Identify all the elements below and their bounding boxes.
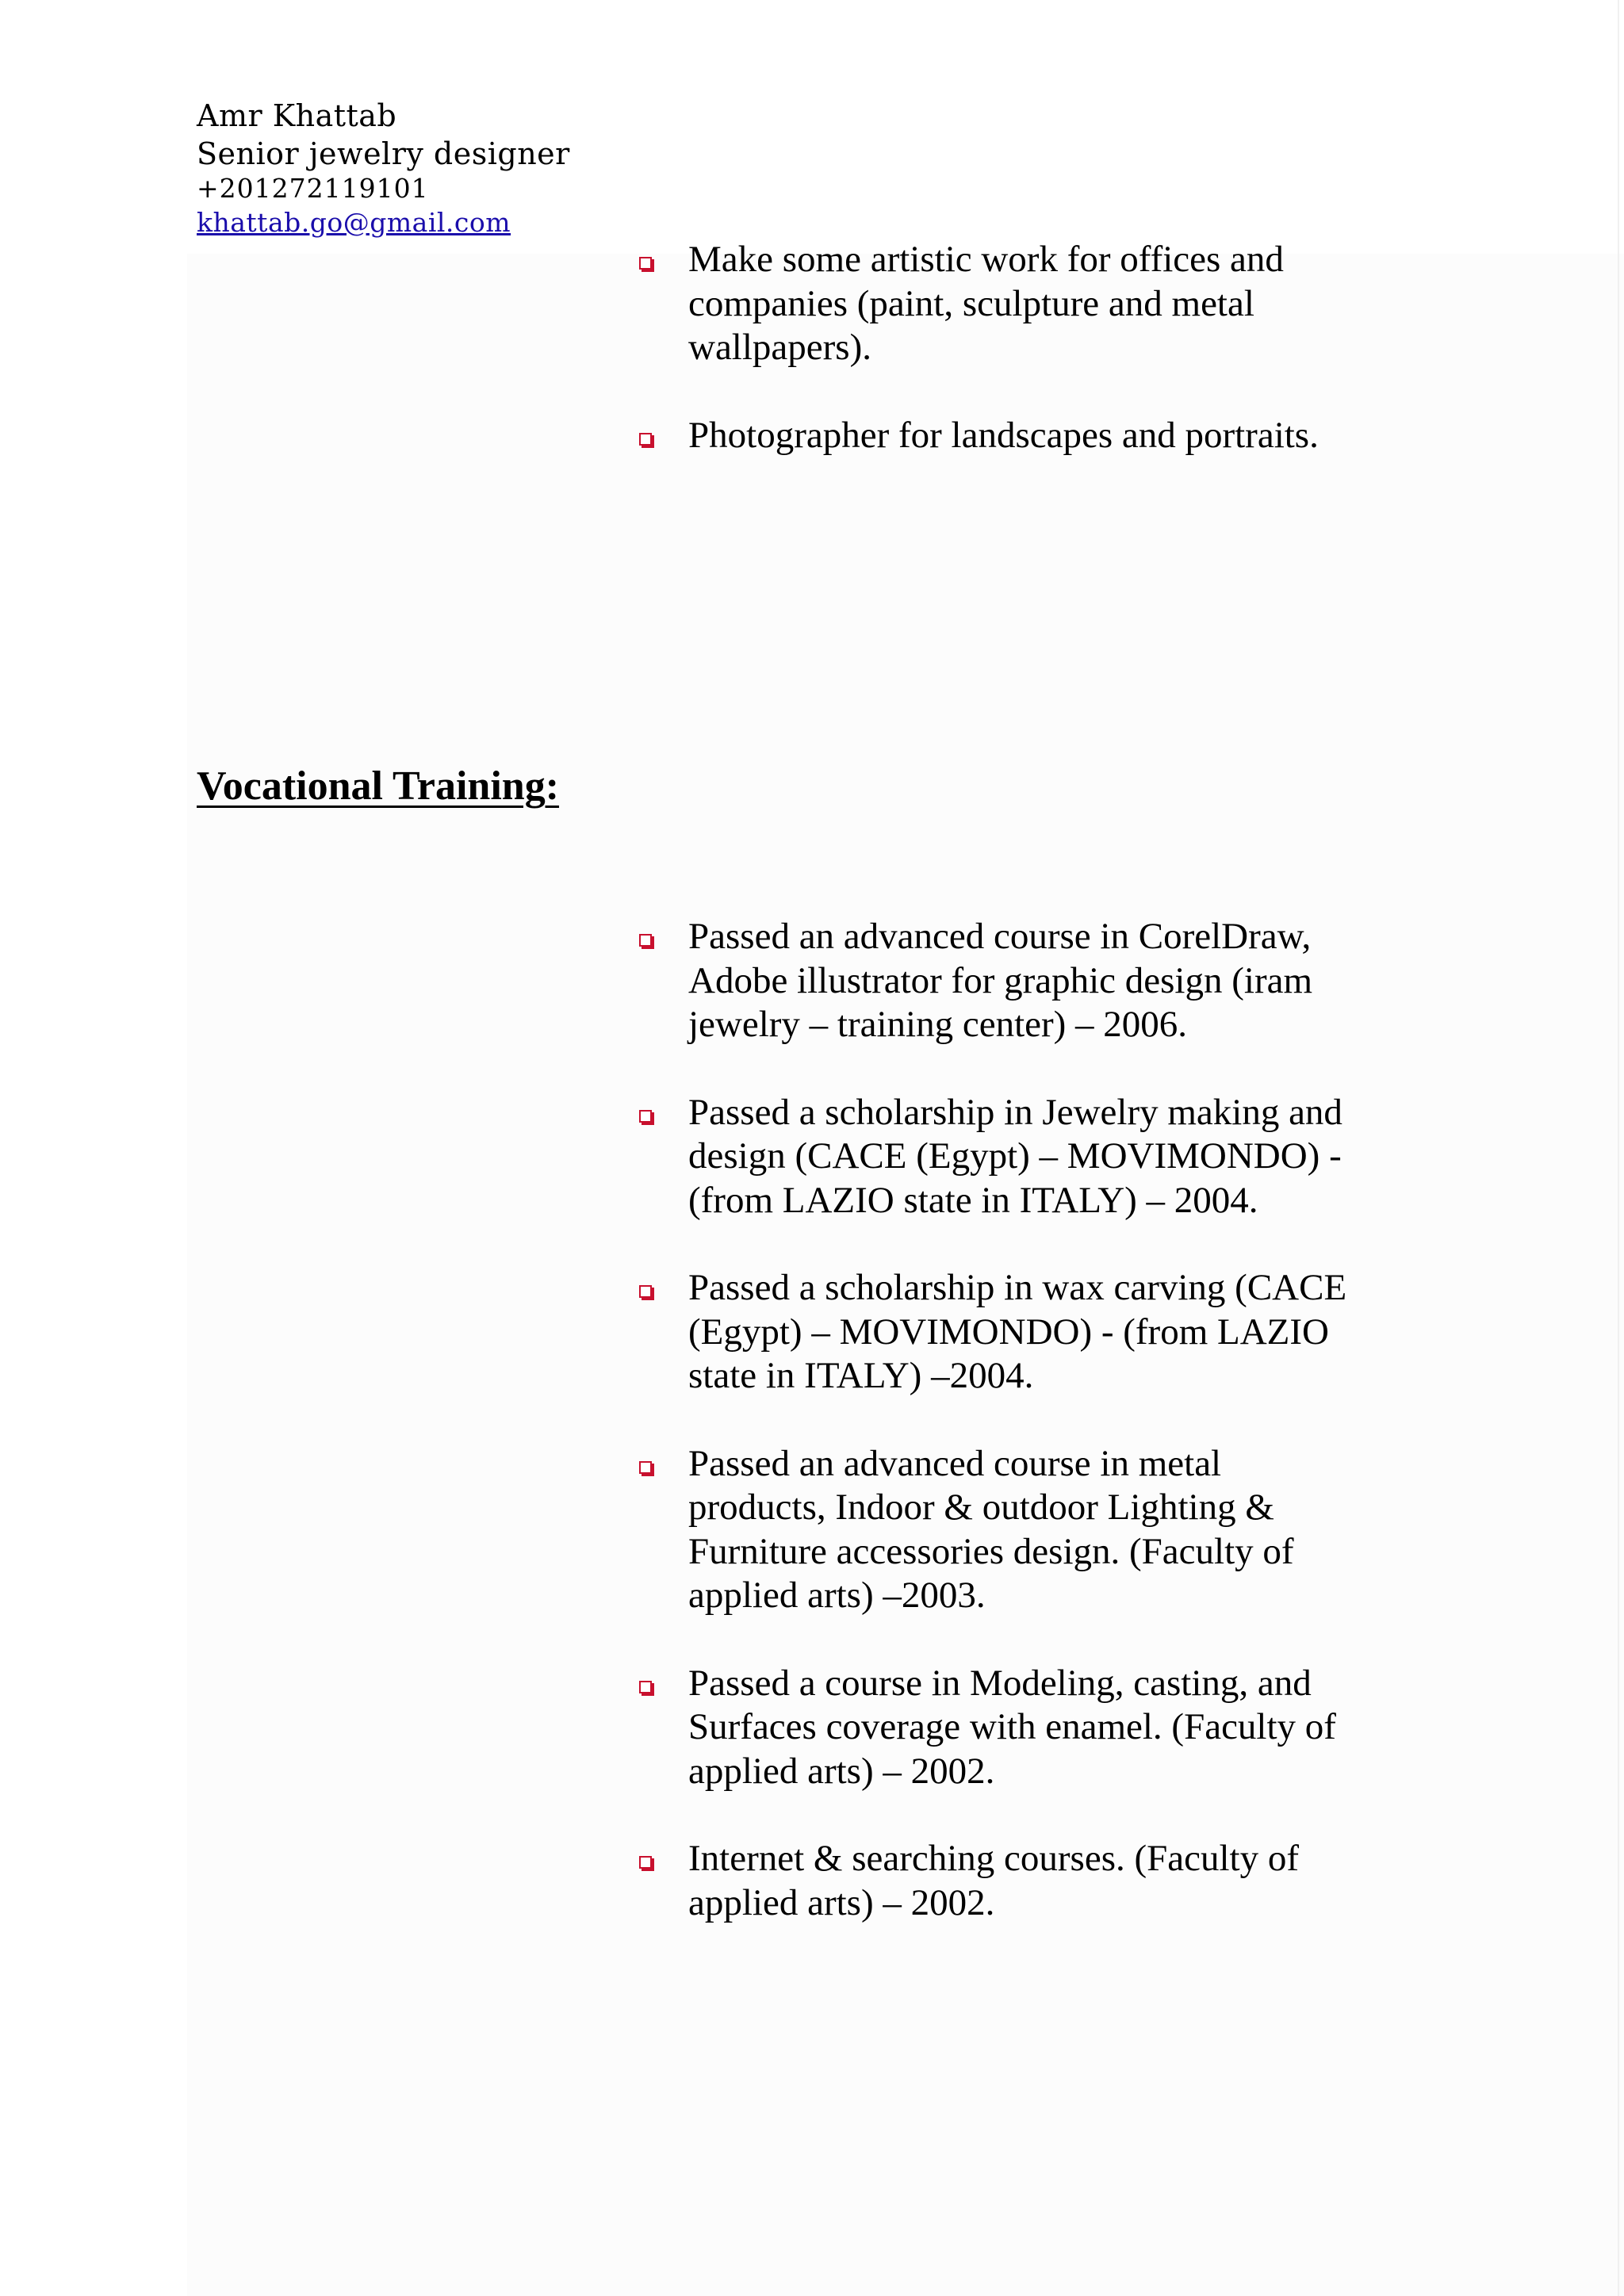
list-item [639,1837,1432,1925]
list-item [639,915,1432,1047]
bullet-text: Make some artistic work for offices and companies (paint, sculpture and metal wallpapers). [688,239,1284,368]
red-square-bullet-icon [639,1681,652,1693]
phone-number: +201272119101 [197,173,429,204]
experience-bullet-list [639,238,1432,501]
red-square-bullet-icon [639,1110,652,1123]
contact-header [197,97,570,241]
list-item [639,1442,1432,1618]
bullet-text: Internet & searching courses. (Faculty of applied arts) – 2002. [688,1838,1300,1923]
red-square-bullet-icon [639,1461,652,1474]
red-square-bullet-icon [639,257,652,270]
list-item [639,1091,1432,1223]
list-item [639,1662,1432,1794]
list-item [639,1266,1432,1399]
list-item [639,414,1432,458]
bullet-text: Passed a scholarship in wax carving (CACE (Egypt) – MOVIMONDO) - (from LAZIO state in ITALY) –2004. [688,1267,1347,1396]
bullet-text: Passed a course in Modeling, casting, and Surfaces coverage with enamel. (Faculty of applied arts) – 2002. [688,1662,1336,1792]
bullet-text: Passed a scholarship in Jewelry making and design (CACE (Egypt) – MOVIMONDO) - (from LAZIO state in ITALY) – 2004. [688,1091,1342,1221]
section-heading-vocational-training: Vocational Training: [197,763,560,809]
bullet-text: Passed an advanced course in CorelDraw, Adobe illustrator for graphic design (iram jewelry – training center) – 2006. [688,916,1313,1045]
red-square-bullet-icon [639,934,652,947]
training-bullet-list [639,915,1432,1969]
bullet-text: Passed an advanced course in metal products, Indoor & outdoor Lighting & Furniture accessories design. (Faculty of applied arts) –2003. [688,1442,1294,1616]
red-square-bullet-icon [639,1285,652,1298]
bullet-text: Photographer for landscapes and portraits. [688,414,1319,456]
email-link[interactable]: khattab.go@gmail.com [197,207,511,238]
red-square-bullet-icon [639,1856,652,1869]
candidate-name: Amr Khattab [197,98,397,133]
page-edge [1618,0,1619,2296]
red-square-bullet-icon [639,433,652,446]
list-item [639,238,1432,370]
candidate-title: Senior jewelry designer [197,136,570,171]
